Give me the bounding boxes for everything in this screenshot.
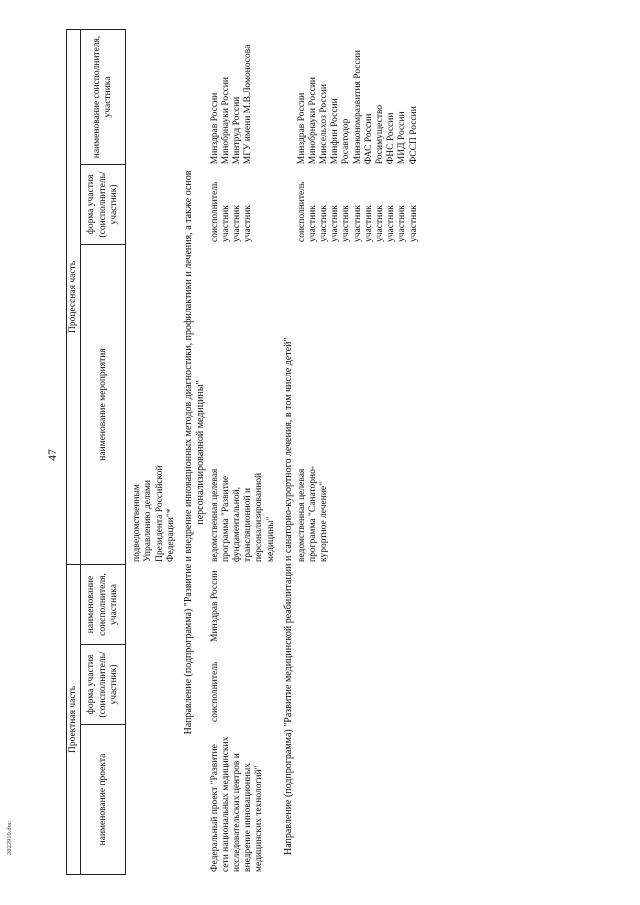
rotated-table-page	[66, 30, 621, 875]
project-form: соисполнитель	[209, 661, 220, 722]
participant-row	[210, 33, 221, 242]
participant-form: участник	[408, 205, 419, 242]
participant-row	[386, 33, 397, 242]
participant-form: участник	[330, 205, 341, 242]
participant-row	[353, 33, 364, 242]
col-project-form: форма участия (соисполнитель/ участник)	[81, 645, 126, 725]
participant-row	[364, 33, 375, 242]
participant-form: участник	[232, 205, 243, 242]
participant-form: соисполнитель	[296, 181, 307, 242]
col-project-name: наименование проекта	[81, 725, 126, 875]
project-coexecutor: Минздрав России	[209, 570, 220, 642]
document-code: 2022910.doc	[6, 821, 13, 855]
participant-row	[297, 33, 308, 242]
col-process-form: форма участия (соисполнитель/ участник)	[81, 164, 126, 244]
participant-form: участник	[363, 205, 374, 242]
participant-row	[221, 33, 232, 242]
project-part-header: Проектная часть	[67, 564, 81, 874]
participant-name: Росавтодор	[341, 118, 352, 165]
participant-name: Минсельхоз России	[319, 84, 330, 165]
project-name: Федеральный проект "Развитие сети национальных медицинских исследовательских центров и внедрение инновационных медицинских технологий"	[209, 736, 265, 872]
participant-row	[330, 33, 341, 242]
participant-row	[341, 33, 352, 242]
participant-row	[375, 33, 386, 242]
participant-name: Росимущество	[375, 104, 386, 165]
participant-name: Минобрнауки России	[307, 77, 318, 165]
col-process-coexecutor: наименование соисполнителя, участника	[81, 29, 126, 164]
participant-form: участник	[375, 205, 386, 242]
participant-name: Минтруд России	[232, 96, 243, 165]
participant-row	[243, 33, 254, 242]
participant-name: Минздрав России	[209, 92, 220, 165]
direction-1-row	[210, 30, 277, 875]
participant-name: Минфин России	[330, 98, 341, 165]
participant-form: участник	[386, 205, 397, 242]
process-part-header: Процессная часть	[67, 29, 81, 564]
participant-row	[308, 33, 319, 242]
participant-form: участник	[319, 205, 330, 242]
participant-row	[319, 33, 330, 242]
direction-1-title: Направление (подпрограмма) "Развитие и внедрение инновационных методов диагностики, профилактики и лечения, а также основ персонализированной медицины"	[183, 170, 206, 735]
participant-name: Минобрнауки России	[220, 77, 231, 165]
event-name: ведомственная целевая программа "Развитие фундаментальной, трансляционной и персонализированной медицины"	[209, 468, 276, 562]
direction-2-title: Направление (подпрограмма) "Развитие медицинской реабилитации и санаторно-курортного лечения, в том числе детей"	[282, 337, 294, 855]
col-project-coexecutor: наименование соисполнителя, участника	[81, 564, 126, 644]
participant-name: МИД России	[397, 111, 408, 165]
participant-form: участник	[307, 205, 318, 242]
direction-2-row	[297, 30, 420, 875]
participant-name: Минздрав России	[296, 92, 307, 165]
participant-name: ФССП России	[408, 106, 419, 165]
col-event-name: наименование мероприятия	[81, 244, 126, 564]
participant-form: соисполнитель	[209, 181, 220, 242]
participant-form: участник	[243, 205, 254, 242]
participant-row	[397, 33, 408, 242]
participant-form: участник	[341, 205, 352, 242]
participant-row	[232, 33, 243, 242]
page-number: 47	[45, 449, 59, 461]
participant-name: ФНС России	[386, 112, 397, 165]
participant-row	[409, 33, 420, 242]
table-header	[66, 29, 126, 875]
participant-name: МГУ имени М.В.Ломоносова	[243, 44, 254, 165]
participant-name: Минэкономразвития России	[352, 50, 363, 165]
participant-form: участник	[352, 205, 363, 242]
event-name: ведомственная целевая программа "Санаторно-курортное лечение"	[296, 465, 330, 562]
participant-form: участник	[397, 205, 408, 242]
participant-form: участник	[220, 205, 231, 242]
participant-name: ФАС России	[363, 113, 374, 165]
continued-event: подведомственным Управлению делами Президента Российской Федерации"*	[132, 465, 176, 562]
